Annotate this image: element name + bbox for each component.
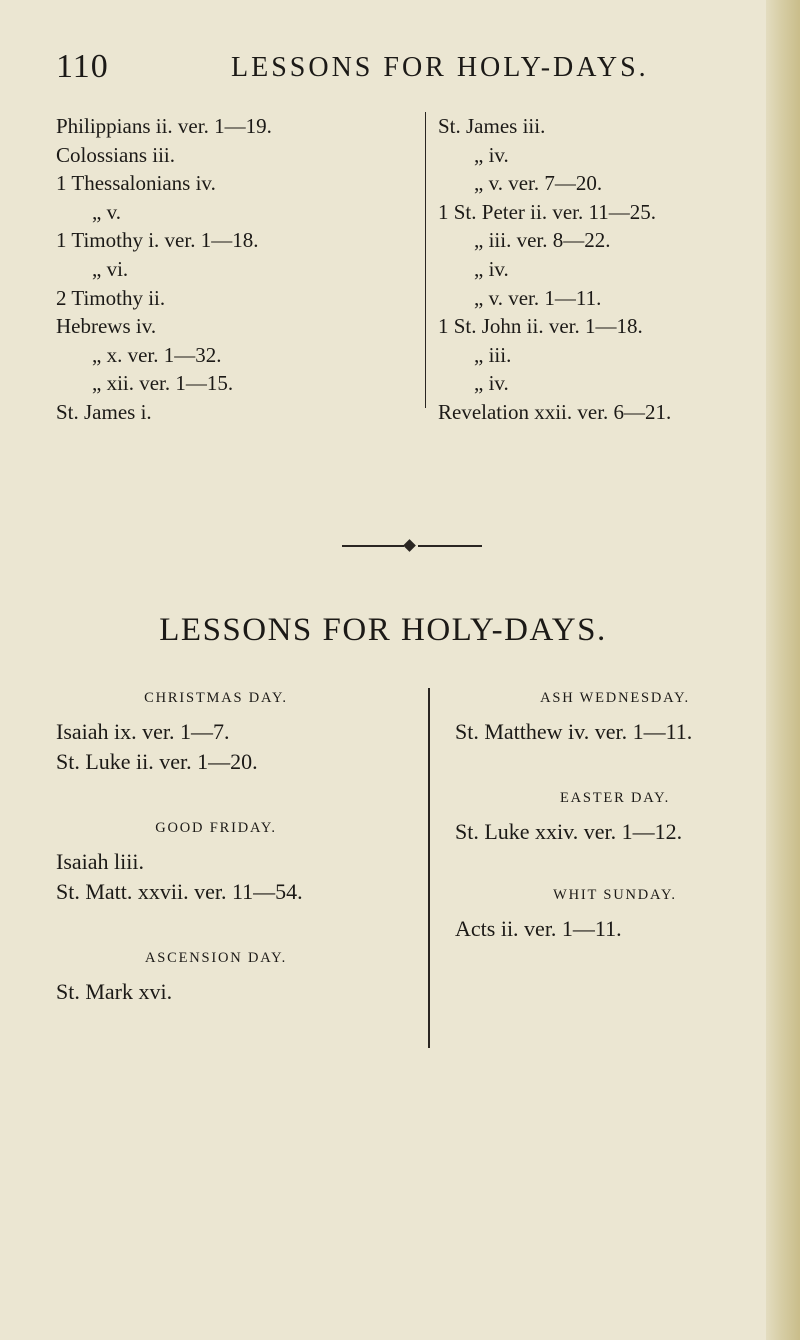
whit-sunday-block (455, 887, 775, 944)
lesson-entry: 1 St. John ii. ver. 1—18. (438, 314, 643, 339)
lesson-entry: 1 Timothy i. ver. 1—18. (56, 228, 259, 253)
lesson-entry: Isaiah liii. (56, 849, 144, 874)
lesson-entry: St. Matthew iv. ver. 1—11. (455, 719, 693, 744)
lesson-entry: St. Mark xvi. (56, 979, 173, 1004)
ash-wednesday-block (455, 690, 775, 747)
lesson-entry: St. Luke xxiv. ver. 1—12. (455, 819, 683, 844)
section-divider-ornament (342, 540, 482, 552)
lesson-entry: „ iii. (474, 342, 512, 367)
day-heading: ASH WEDNESDAY. (540, 690, 690, 706)
lesson-entry: „ vi. (92, 256, 129, 281)
christmas-day-block (56, 690, 376, 777)
lesson-entry: Philippians ii. ver. 1—19. (56, 114, 272, 138)
good-friday-block (56, 820, 376, 907)
lesson-entry: „ iv. (474, 371, 509, 396)
lesson-entry: „ v. ver. 1—11. (474, 285, 602, 310)
lesson-entry: „ iv. (474, 256, 509, 281)
day-heading: CHRISTMAS DAY. (144, 690, 288, 706)
running-head (56, 48, 756, 88)
lesson-entry: Revelation xxii. ver. 6—21. (438, 399, 672, 424)
lesson-entry: 2 Timothy ii. (56, 285, 166, 310)
day-heading: WHIT SUNDAY. (553, 887, 677, 903)
lesson-entry: Hebrews iv. (56, 314, 157, 339)
page-number: 110 (56, 48, 109, 85)
easter-day-block (455, 790, 775, 847)
lesson-entry: „ iii. ver. 8—22. (474, 228, 611, 253)
day-heading: GOOD FRIDAY. (155, 820, 277, 836)
lesson-entry: „ v. ver. 7—20. (474, 171, 603, 196)
ascension-day-block (56, 950, 376, 1007)
day-heading: ASCENSION DAY. (144, 950, 288, 966)
lesson-entry: 1 St. Peter ii. ver. 11—25. (438, 199, 656, 224)
lesson-entry: St. Luke ii. ver. 1—20. (56, 749, 258, 774)
left-column (56, 112, 406, 427)
lesson-entry: St. James iii. (438, 114, 546, 138)
lesson-entry: „ x. ver. 1—32. (92, 342, 222, 367)
lesson-entry: „ xii. ver. 1—15. (92, 371, 234, 396)
column-rule (428, 688, 430, 1048)
lesson-entry: Acts ii. ver. 1—11. (455, 916, 622, 941)
lesson-entry: 1 Thessalonians iv. (56, 171, 216, 196)
lesson-entry: Isaiah ix. ver. 1—7. (56, 719, 230, 744)
right-column (425, 112, 778, 424)
lesson-entry: St. Matt. xxvii. ver. 11—54. (56, 879, 303, 904)
lesson-entry: Colossians iii. (56, 142, 176, 167)
lesson-entry: St. James i. (56, 399, 152, 424)
continued-lessons-list (56, 112, 766, 424)
section-title: LESSONS FOR HOLY-DAYS. (159, 612, 607, 648)
lesson-entry: „ iv. (474, 142, 509, 167)
running-title: LESSONS FOR HOLY-DAYS. (231, 52, 649, 83)
lesson-entry: „ v. (92, 199, 121, 224)
day-heading: EASTER DAY. (559, 790, 671, 806)
